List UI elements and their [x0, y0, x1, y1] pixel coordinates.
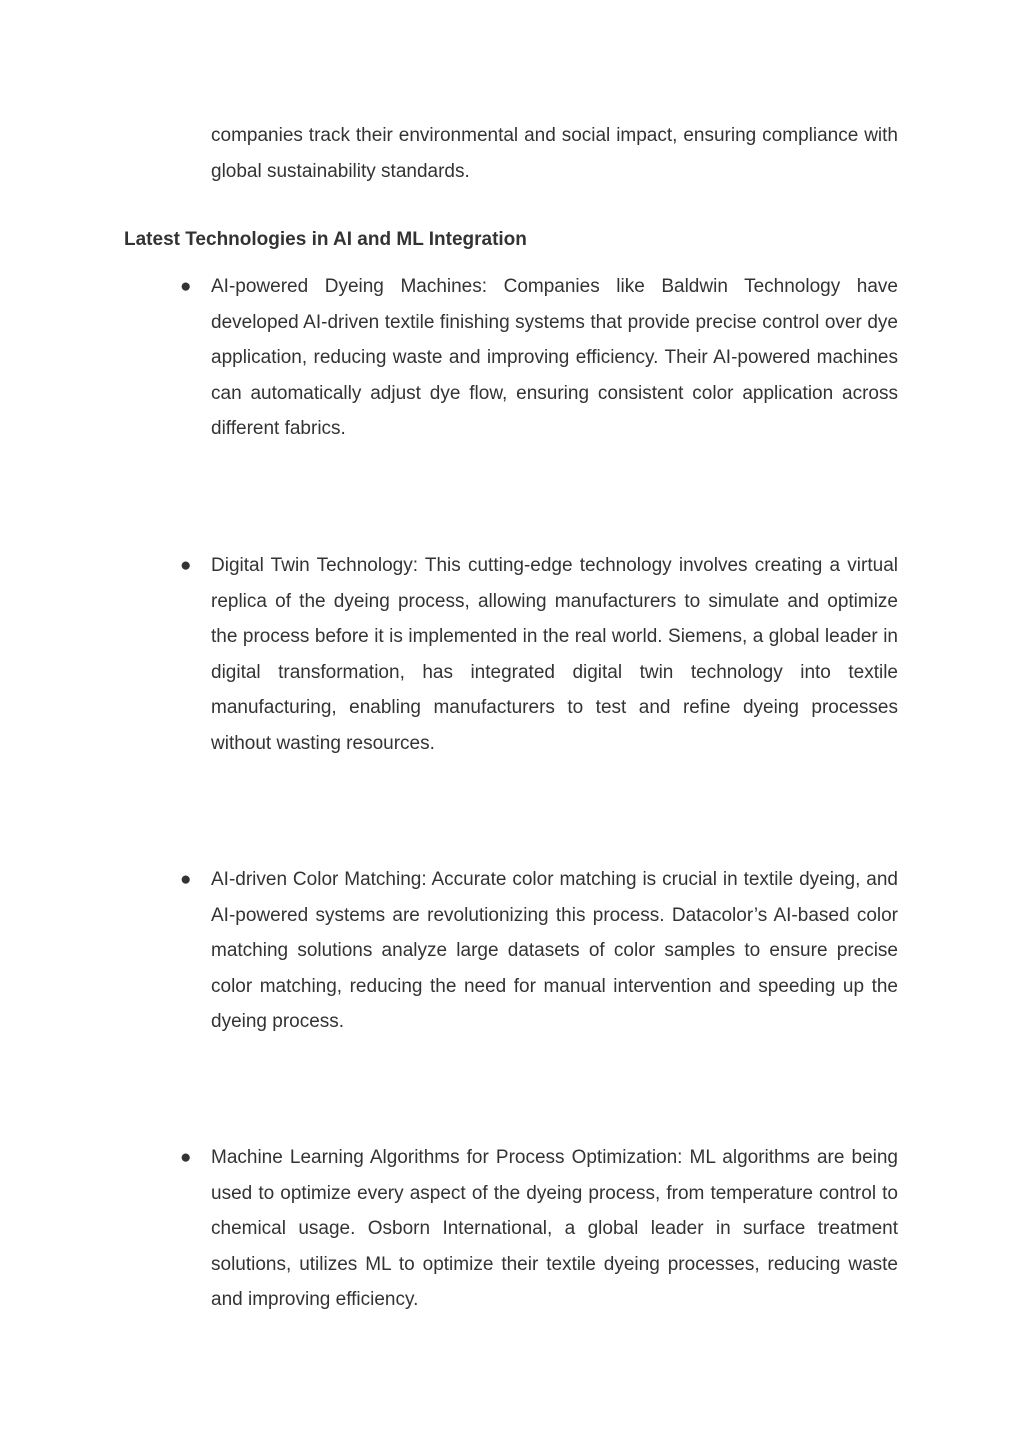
intro-paragraph: companies track their environmental and social impact, ensuring compliance with global sustainability standards.	[211, 125, 898, 182]
bullet-icon: ●	[180, 555, 192, 576]
bullet-icon: ●	[180, 276, 192, 297]
list-item-text: AI-driven Color Matching: Accurate color matching is crucial in textile dyeing, and AI-powered systems are revolutionizing this process. Datacolor’s AI-based color matching solutions analyze large datasets of color samples to ensure precise color matching, reducing the need for manual intervention and speeding up the dyeing process.	[211, 869, 898, 1032]
list-item	[180, 862, 898, 1040]
list-item-text: Machine Learning Algorithms for Process Optimization: ML algorithms are being used to optimize every aspect of the dyeing process, from temperature control to chemical usage. Osborn International, a global leader in surface treatment solutions, utilizes ML to optimize their textile dyeing processes, reducing waste and improving efficiency.	[211, 1147, 898, 1310]
bullet-icon: ●	[180, 1147, 192, 1168]
list-item	[180, 548, 898, 761]
bullet-icon: ●	[180, 869, 192, 890]
section-heading: Latest Technologies in AI and ML Integration	[124, 229, 527, 250]
list-item-text: Digital Twin Technology: This cutting-edge technology involves creating a virtual replica of the dyeing process, allowing manufacturers to simulate and optimize the process before it is implemented in the real world. Siemens, a global leader in digital transformation, has integrated digital twin technology into textile manufacturing, enabling manufacturers to test and refine dyeing processes without wasting resources.	[211, 555, 898, 754]
list-item	[180, 1140, 898, 1318]
list-item	[180, 269, 898, 447]
list-item-text: AI-powered Dyeing Machines: Companies like Baldwin Technology have developed AI-driven textile finishing systems that provide precise control over dye application, reducing waste and improving efficiency. Their AI-powered machines can automatically adjust dye flow, ensuring consistent color application across different fabrics.	[211, 276, 898, 439]
